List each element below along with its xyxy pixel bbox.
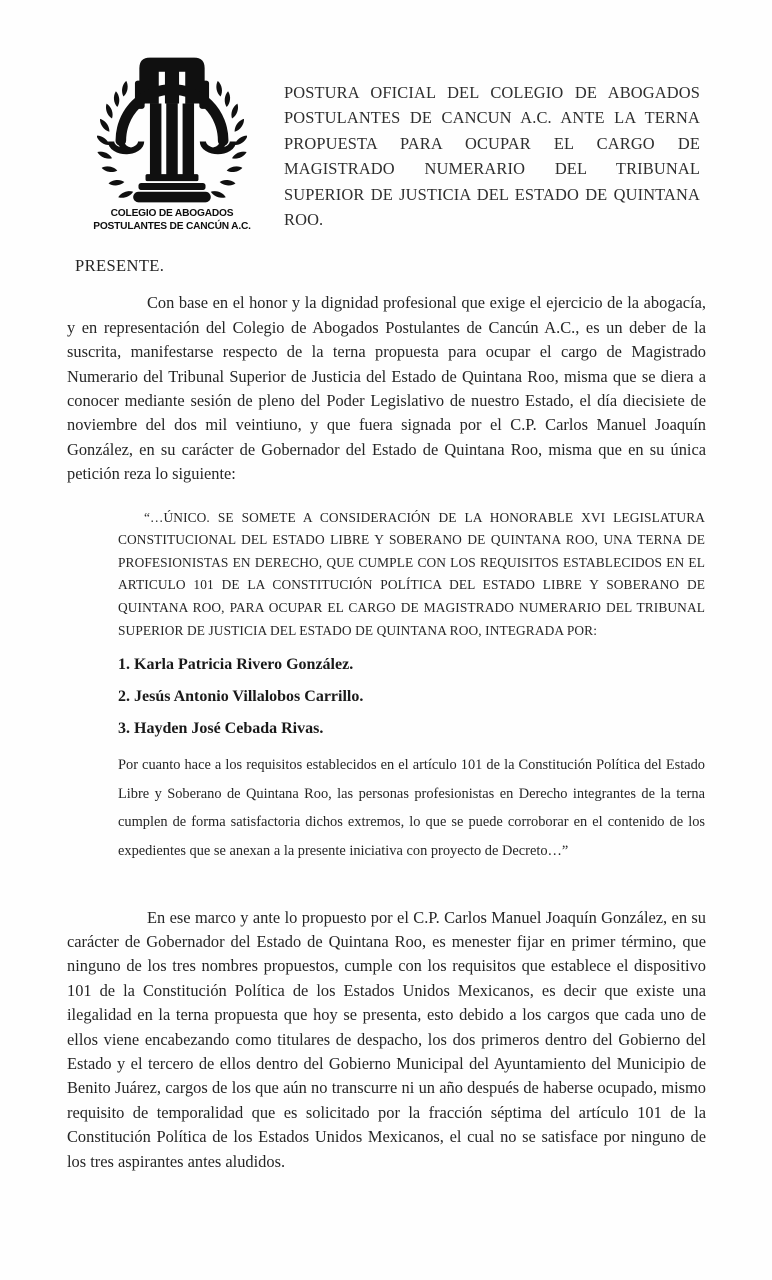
logo-block xyxy=(86,54,258,232)
document-body xyxy=(0,256,772,1174)
document-header xyxy=(0,0,772,232)
paragraph-intro: Con base en el honor y la dignidad profesional que exige el ejercicio de la abogacía, y en representación del Colegio de Abogados Postulantes de Cancún A.C., es un deber de la suscrita, manifestarse respecto de la terna propuesta para ocupar el cargo de Magistrado Numerario del Tribunal Superior de Justicia del Estado de Quintana Roo, misma que se diera a conocer mediante sesión de pleno del Poder Legislativo de nuestro Estado, el día diecisiete de noviembre del dos mil veintiuno, y que fuera signada por el C.P. Carlos Manuel Joaquín González, en su carácter de Gobernador del Estado de Quintana Roo, misma que en su única petición reza lo siguiente: xyxy=(67,293,706,484)
candidate-item-3: 3. Hayden José Cebada Rivas. xyxy=(118,720,324,738)
paragraph-argument: En ese marco y ante lo propuesto por el C.P. Carlos Manuel Joaquín González, en su carácter de Gobernador del Estado de Quintana Roo, es menester fijar en primer término, que ninguno de los tres nombres propuestos, cumple con los requisitos que establece el dispositivo 101 de la Constitución Política de los Estados Unidos Mexicanos, es decir que existe una ilegalidad en la terna propuesta que hoy se presenta, esto debido a los cargos que cada uno de ellos viene encabezando como titulares de despacho, los dos primeros dentro del Gobierno del Estado y el tercero de ellos dentro del Gobierno Municipal del Ayuntamiento del Municipio de Benito Juárez, cargos de los que aún no transcurre ni un año después de haberse ocupado, mismo requisito de temporalidad que es solicitado por la fracción séptima del artículo 101 de la Constitución Política de los Estados Unidos Mexicanos, el cual no se satisface por ninguno de los tres aspirantes antes aludidos. xyxy=(67,907,706,1171)
quote-intro: “…ÚNICO. SE SOMETE A CONSIDERACIÓN DE LA HONORABLE XVI LEGISLATURA CONSTITUCIONAL DEL ESTADO LIBRE Y SOBERANO DE QUINTANA ROO, UNA TERNA DE PROFESIONISTAS EN DERECHO, QUE CUMPLE CON LOS REQUISITOS ESTABLECIDOS EN EL ARTICULO 101 DE LA CONSTITUCIÓN POLÍTICA DEL ESTADO LIBRE Y SOBERANO DE QUINTANA ROO, PARA OCUPAR EL CARGO DE MAGISTRADO NUMERARIO DEL TRIBUNAL SUPERIOR DE JUSTICIA DEL ESTADO DE QUINTANA ROO, INTEGRADA POR: xyxy=(118,509,705,638)
scales-of-justice-emblem xyxy=(97,54,247,206)
candidate-item-2: 2. Jesús Antonio Villalobos Carrillo. xyxy=(118,688,364,706)
logo-caption xyxy=(89,207,256,232)
document-title: POSTURA OFICIAL DEL COLEGIO DE ABOGADOS POSTULANTES DE CANCUN A.C. ANTE LA TERNA PROPUESTA PARA OCUPAR EL CARGO DE MAGISTRADO NUMERARIO DEL TRIBUNAL SUPERIOR DE JUSTICIA DEL ESTADO DE QUINTANA ROO. xyxy=(284,83,700,230)
candidate-list xyxy=(67,656,706,738)
logo-caption-line2: POSTULANTES DE CANCÚN A.C. xyxy=(93,219,251,232)
logo-caption-line1: COLEGIO DE ABOGADOS xyxy=(110,207,234,219)
candidate-item-1: 1. Karla Patricia Rivero González. xyxy=(118,656,354,674)
salutation: PRESENTE. xyxy=(75,256,165,276)
quote-closing: Por cuanto hace a los requisitos establecidos en el artículo 101 de la Constitución Política del Estado Libre y Soberano de Quintana Roo, las personas profesionistas en Derecho integrantes de la terna cumplen de forma satisfactoria dichos extremos, lo que se puede corroborar en el contenido de los expedientes que se anexan a la presente iniciativa con proyecto de Decreto…” xyxy=(118,757,705,860)
